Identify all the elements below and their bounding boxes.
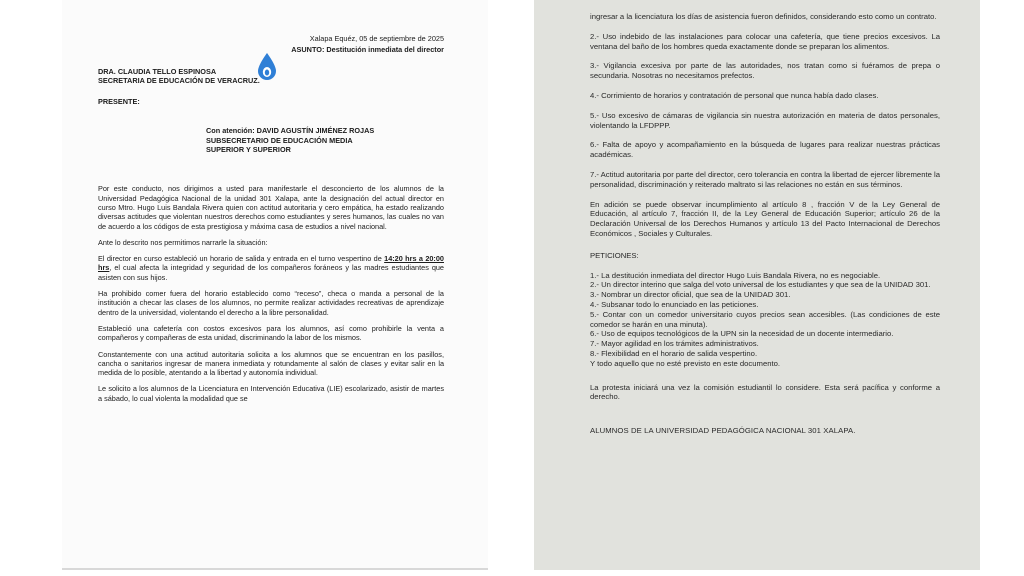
complaint-item-3: 3.- Vigilancia excesiva por parte de las autoridades, nos tratan como si fuéramos de prepa o secundaria. Nosotras no necesitamos prefectos. <box>590 61 940 81</box>
complaint-item-4: 4.- Corrimiento de horarios y contratación de personal que nunca había dado clases. <box>590 90 879 100</box>
page-divider <box>511 0 513 576</box>
petition-item: 8.- Flexibilidad en el horario de salida vespertino. <box>590 348 758 358</box>
petition-item: 7.- Mayor agilidad en los trámites administrativos. <box>590 339 759 349</box>
letter-page-1 <box>62 0 488 570</box>
petitions-list <box>590 271 940 369</box>
letter-subject: ASUNTO: Destitución inmediata del director <box>291 45 444 55</box>
complaint-item-7: 7.- Actitud autoritaria por parte del director, cero tolerancia en contra la libertad de ejercer libremente la personalidad, discriminación y reiterado maltrato si las relaciones no están en sus términos. <box>590 169 940 189</box>
paragraph-intro: Por este conducto, nos dirigimos a usted para manifestarle el desconcierto de los alumnos de la Universidad Pedagógica Nacional de la unidad 301 Xalapa, ante la designación del actual director en curso Mtro. Hugo Luis Bandala Rivera quien con actitud autoritaria y cero empática, ha estado realizando diversas actitudes que violentan nuestros derechos como estudiantes y seres humanos, las cuales no van de acuerdo a los códigos de esta prestigiosa y máxima casa de estudios a nivel nacional. <box>98 184 444 231</box>
addressee-title: SECRETARIA DE EDUCACIÓN DE VERACRUZ. <box>98 75 260 85</box>
attention-line-1: Con atención: DAVID AGUSTÍN JIMÉNEZ ROJAS <box>206 126 375 136</box>
attention-line-3: SUPERIOR Y SUPERIOR <box>206 145 291 155</box>
petitions-title: PETICIONES: <box>590 250 639 260</box>
paragraph-hallways: Constantemente con una actitud autoritaria solicita a los alumnos que se encuentran en los pasillos, cancha o sanitarios ingresar de manera inmediata y rotundamente al salón de clases y evitar salir en la medida de lo posible, atentando a la libertad y autonomía individual. <box>98 349 444 378</box>
attention-line-2: SUBSECRETARIO DE EDUCACIÓN MEDIA <box>206 135 353 145</box>
closing-paragraph: La protesta iniciará una vez la comisión estudiantil lo considere. Esta será pacífica y conforme a derecho. <box>590 382 940 402</box>
petition-item: 6.- Uso de equipos tecnológicos de la UPN sin la necesidad de un docente intermediario. <box>590 329 894 339</box>
petition-item: 5.- Contar con un comedor universitario cuyos precios sean accesibles. (Las condiciones de este comedor se harán en una minuta). <box>590 309 940 329</box>
greeting: PRESENTE: <box>98 97 140 107</box>
continuation-text: ingresar a la licenciatura los días de asistencia fueron definidos, considerando esto como un contrato. <box>590 12 937 21</box>
petition-item: 1.- La destitución inmediata del director Hugo Luis Bandala Rivera, no es negociable. <box>590 270 881 280</box>
paragraph-food: Ha prohibido comer fuera del horario establecido como “receso”, checa o manda a personal de la institución a checar las clases de los alumnos, no permite realizar actividades recreativas de aprendizaje dentro de la universidad, violentando el derecho a la libre personalidad. <box>98 289 444 317</box>
attention-block <box>206 126 444 154</box>
petition-item: 2.- Un director interino que salga del voto universal de los estudiantes y que sea de la UNIDAD 301. <box>590 280 931 290</box>
complaint-item-2: 2.- Uso indebido de las instalaciones para colocar una cafetería, que tiene precios excesivos. La ventana del baño de los hombres queda exactamente donde se preparan los alimentos. <box>590 31 940 51</box>
schedule-time: 14:20 hrs a 20:00 hrs <box>98 254 444 273</box>
complaint-item-5: 5.- Uso excesivo de cámaras de vigilancia sin nuestra autorización en materia de datos personales, violentando la LFDPPP. <box>590 110 940 130</box>
letter-date: Xalapa Equéz, 05 de septiembre de 2025 <box>309 34 444 43</box>
petition-item: 3.- Nombrar un director oficial, que sea de la UNIDAD 301. <box>590 290 791 300</box>
petition-item: Y todo aquello que no esté previsto en este documento. <box>590 358 781 368</box>
paragraph-schedule <box>98 254 444 282</box>
paragraph-lie: Le solicito a los alumnos de la Licenciatura en Intervención Educativa (LIE) escolarizado, asistir de martes a sábado, lo cual violenta la modalidad que se <box>98 384 444 403</box>
schedule-text-before: El director en curso estableció un horario de salida y entrada en el turno vespertino de <box>98 254 385 264</box>
signature: ALUMNOS DE LA UNIVERSIDAD PEDAGÓGICA NACIONAL 301 XALAPA. <box>590 426 856 436</box>
schedule-text-after: , el cual afecta la integridad y seguridad de los compañeros foráneos y las madres estudiantes que asisten con sus hijos. <box>98 263 444 282</box>
complaint-item-6: 6.- Falta de apoyo y acompañamiento en la búsqueda de lugares para realizar nuestras prácticas académicas. <box>590 140 940 160</box>
addressee-name: DRA. CLAUDIA TELLO ESPINOSA <box>98 66 217 76</box>
paragraph-lead: Ante lo descrito nos permitimos narrarle la situación: <box>98 237 268 247</box>
legal-paragraph: En adición se puede observar incumplimiento al artículo 8 , fracción V de la Ley General de Educación, al artículo 7, fracción II, de la Ley General de Educación Superior; artículo 26 de la Declaración Universal de los Derechos Humanos y artículo 13 del Pacto Internacional de Derechos Económicos , Sociales y Culturales. <box>590 199 940 238</box>
letter-page-2 <box>534 0 980 570</box>
petition-item: 4.- Subsanar todo lo enunciado en las peticiones. <box>590 299 759 309</box>
water-drop-icon <box>256 52 278 82</box>
paragraph-cafeteria: Estableció una cafetería con costos excesivos para los alumnos, así como prohibirle la venta a compañeros y compañeras de esta unidad, discriminando la labor de los mismos. <box>98 323 444 343</box>
